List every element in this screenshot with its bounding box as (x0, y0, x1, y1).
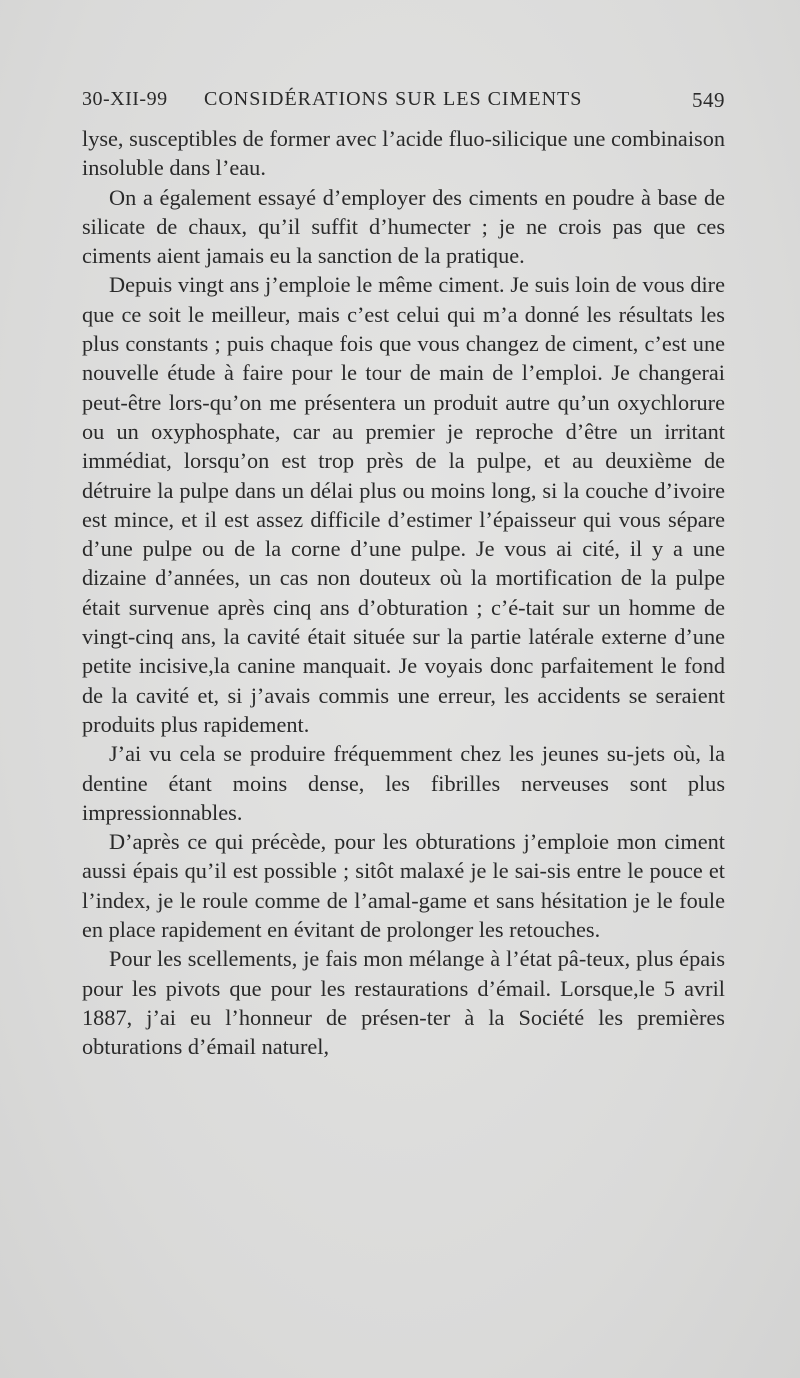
paragraph: J’ai vu cela se produire fréquemment chez les jeunes su-jets où, la dentine étant moins dense, les fibrilles nerveuses sont plus impressionnables. (82, 741, 725, 825)
issue-date: 30-XII-99 (82, 88, 168, 110)
paragraph-continuation: lyse, susceptibles de former avec l’acide fluo-silicique une combinaison insoluble dans l’eau. (82, 126, 725, 181)
paragraph: Depuis vingt ans j’emploie le même ciment. Je suis loin de vous dire que ce soit le meilleur, mais c’est celui qui m’a donné les résultats les plus constants ; puis chaque fois que vous changez de ciment, c’est une nouvelle étude à faire pour le tour de main de l’emploi. Je changerai peut-être lors-qu’on me présentera un produit autre qu’un oxychlorure ou un oxyphosphate, car au premier je reproche d’être un irritant immédiat, lorsqu’on est trop près de la pulpe, et au deuxième de détruire la pulpe dans un délai plus ou moins long, si la couche d’ivoire est mince, et il est assez difficile d’estimer l’épaisseur qui vous sépare d’une pulpe ou de la corne d’une pulpe. Je vous ai cité, il y a une dizaine d’années, un cas non douteux où la mortification de la pulpe était survenue après cinq ans d’obturation ; c’é-tait sur un homme de vingt-cinq ans, la cavité était située sur la partie latérale externe d’une petite incisive,la canine manquait. Je voyais donc parfaitement le fond de la cavité et, si j’avais commis une erreur, les accidents se seraient produits plus rapidement. (82, 272, 725, 737)
body-text (82, 124, 725, 1062)
running-title: CONSIDÉRATIONS SUR LES CIMENTS (204, 88, 583, 110)
paragraph: D’après ce qui précède, pour les obturations j’emploie mon ciment aussi épais qu’il est possible ; sitôt malaxé je le sai-sis entre le pouce et l’index, je le roule comme de l’amal-game et sans hésitation je le foule en place rapidement en évitant de prolonger les retouches. (82, 829, 725, 943)
page-number: 549 (692, 88, 725, 112)
paragraph: On a également essayé d’employer des ciments en poudre à base de silicate de chaux, qu’il suffit d’humecter ; je ne crois pas que ces ciments aient jamais eu la sanction de la pratique. (82, 184, 725, 269)
paragraph: Pour les scellements, je fais mon mélange à l’état pâ-teux, plus épais pour les pivots que pour les restaurations d’émail. Lorsque,le 5 avril 1887, j’ai eu l’honneur de présen-ter à la Société les premières obturations d’émail naturel, (82, 946, 725, 1060)
running-head (82, 88, 725, 120)
